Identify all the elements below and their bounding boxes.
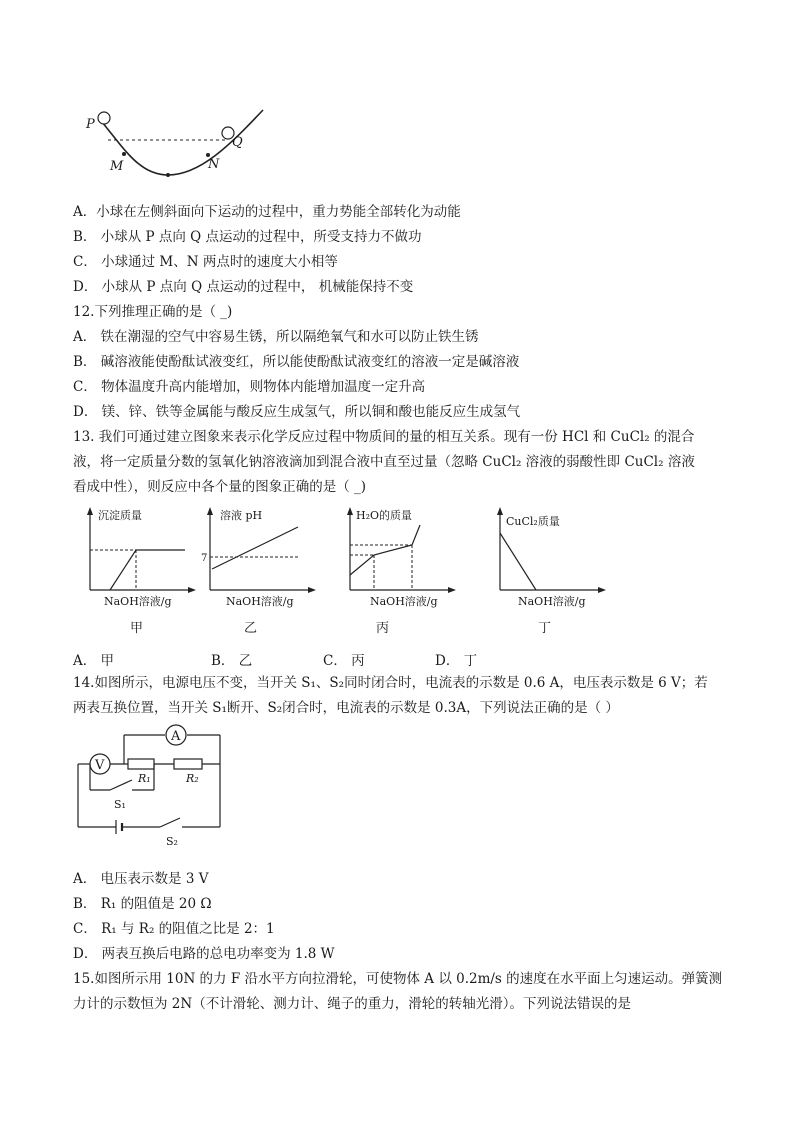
q12-option-b: B． 碱溶液能使酚酞试液变红，所以能使酚酞试液变红的溶液一定是碱溶液	[73, 354, 520, 370]
q14-option-b: B． R₁ 的阻值是 20 Ω	[73, 896, 212, 912]
q14-option-d: D． 两表互换后电路的总电功率变为 1.8 W	[73, 946, 335, 962]
graph-bing	[340, 505, 460, 640]
graph-yi-ylabel: 溶液 pH	[220, 509, 263, 522]
r2-label: R₂	[186, 772, 199, 785]
q15-stem-1: 15.如图所示用 10N 的力 F 沿水平方向拉滑轮，可使物体 A 以 0.2m/s 的速度在水平面上匀速运动。弹簧测	[73, 971, 723, 987]
graph-yi-xlabel: NaOH溶液/g	[226, 595, 294, 608]
q11-option-c: C． 小球通过 M、N 两点时的速度大小相等	[73, 254, 338, 270]
s1-label: S₁	[114, 798, 126, 811]
q12-option-d: D． 镁、锌、铁等金属能与酸反应生成氢气，所以铜和酸也能反应生成氢气	[73, 404, 521, 420]
q12-option-a: A． 铁在潮湿的空气中容易生锈，所以隔绝氧气和水可以防止铁生锈	[73, 329, 479, 345]
graph-ding-name: 丁	[538, 621, 552, 636]
graph-jia-xlabel: NaOH溶液/g	[104, 595, 172, 608]
label-q: Q	[232, 135, 243, 150]
resistor-r1	[128, 759, 154, 769]
graph-yi-tick: 7	[201, 553, 208, 564]
graph-bing-ylabel: H₂O的质量	[356, 509, 413, 522]
circuit-diagram	[70, 722, 240, 857]
q14-option-c: C． R₁ 与 R₂ 的阻值之比是 2：1	[73, 921, 275, 937]
q11-option-d: D． 小球从 P 点向 Q 点运动的过程中， 机械能保持不变	[73, 279, 414, 295]
label-p: P	[86, 117, 95, 132]
graph-yi	[200, 505, 320, 640]
graph-jia-name: 甲	[130, 621, 144, 636]
graph-jia-ylabel: 沉淀质量	[98, 509, 142, 522]
graph-ding	[490, 505, 610, 640]
q12-option-c: C． 物体温度升高内能增加，则物体内能增加温度一定升高	[73, 379, 426, 395]
q13-stem-1: 13. 我们可通过建立图象来表示化学反应过程中物质间的量的相互关系。现有一份 HCl 和 CuCl₂ 的混合	[73, 429, 695, 445]
graph-ding-ylabel: CuCl₂质量	[506, 515, 560, 528]
label-m: M	[110, 159, 124, 174]
q11-option-a: A．小球在左侧斜面向下运动的过程中，重力势能全部转化为动能	[73, 204, 461, 220]
graph-bing-xlabel: NaOH溶液/g	[370, 595, 438, 608]
q12-stem: 12.下列推理正确的是（ _)	[73, 304, 233, 320]
r1-label: R₁	[138, 772, 151, 785]
q11-option-b: B． 小球从 P 点向 Q 点运动的过程中，所受支持力不做功	[73, 229, 422, 245]
q14-stem-1: 14.如图所示，电源电压不变，当开关 S₁、S₂同时闭合时，电流表的示数是 0.6 A，电压表示数是 6 V；若	[73, 675, 708, 691]
q13-stem-3: 看成中性），则反应中各个量的图象正确的是（ _)	[73, 479, 367, 495]
graph-jia	[80, 505, 200, 640]
ball-p	[98, 112, 110, 124]
q14-stem-2: 两表互换位置，当开关 S₁断开、S₂闭合时，电流表的示数是 0.3A，下列说法正确的是（ ）	[73, 700, 619, 716]
q13-option-a: A． 甲	[73, 653, 115, 669]
q13-option-c: C． 丙	[323, 653, 365, 669]
q15-stem-2: 力计的示数恒为 2N（不计滑轮、测力计、绳子的重力，滑轮的转轴光滑）。下列说法错误的是	[73, 996, 631, 1012]
graph-yi-name: 乙	[244, 621, 258, 636]
graph-bing-name: 丙	[376, 621, 390, 636]
resistor-r2	[174, 759, 202, 769]
q13-option-b: B． 乙	[211, 653, 253, 669]
q14-option-a: A． 电压表示数是 3 V	[73, 871, 209, 887]
s2-label: S₂	[166, 835, 178, 848]
q13-stem-2: 液，将一定质量分数的氢氧化钠溶液滴加到混合液中直至过量（忽略 CuCl₂ 溶液的弱酸性即 CuCl₂ 溶液	[73, 454, 695, 470]
q13-option-d: D． 丁	[435, 653, 478, 669]
ammeter-label: A	[171, 729, 181, 744]
graph-ding-xlabel: NaOH溶液/g	[518, 595, 586, 608]
voltmeter-label: V	[95, 758, 105, 773]
label-n: N	[208, 157, 220, 172]
track-figure	[80, 100, 280, 190]
